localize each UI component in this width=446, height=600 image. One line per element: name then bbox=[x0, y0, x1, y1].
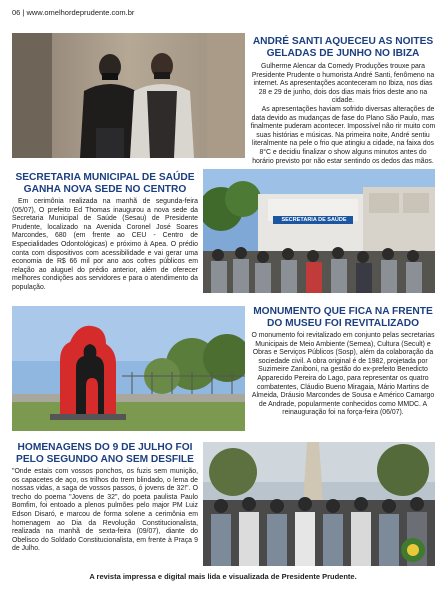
article-1-paragraph: Gulherme Alencar da Comedy Produções trouxe para Presidente Prudente o humorista André Santi, fenômeno na internet. As apresentações aconteceram no Ibiza, nos dias 28 e 29 de junho, dois dos dias mais frios deste ano na cidade. bbox=[251, 63, 435, 105]
monumento-photo bbox=[12, 306, 245, 431]
article-2-title: SECRETARIA MUNICIPAL DE SAÚDE GANHA NOVA SEDE NO CENTRO bbox=[15, 172, 195, 195]
article-2-paragraph: Em cerimônia realizada na manhã de segunda-feira (05/07), O prefeito Ed Thomas inaugurou a nova sede da Secretaria Municipal de Saúde (Sesau) de Presidente Prudente, localizado na Avenida Coronel José Soares Marcondes, 680 (em frente ao CEU - Centro de Especialidades Odontológicas) e próximo à Apea. O prédio conta com dispositivos com acessibilidade e vai gerar uma economia de R$ 66 mil por ano aos cofres públicos em relação ao aluguel do prédio anterior, além de oferecer melhores condições aos servidores e para o atendimento da população. bbox=[12, 198, 198, 291]
article-3-title: MONUMENTO QUE FICA NA FRENTE DO MUSEU FOI REVITALIZADO bbox=[253, 306, 433, 329]
article-4-paragraph: "Onde estais com vossos ponchos, os fuzis sem munição, os capacetes de aço, os trilhos do trem blindado, o lema de nossas vidas, a saga de vossos passos, ó jovens de 32!". O trecho do poema "Jovens de 32", do poeta paulista Paulo Bomfim, foi entoado a plenos pulmões pelo major PM Luiz Edson Disaró, e marcou de forma solene a cerimônia em homenagem ao Dia da Revolução Constitucionalista, realizada na manhã de sexta-feira (09/07), diante do Obelisco do Soldado Constitucionalista, em frente à Praça 9 de Julho. bbox=[12, 468, 198, 553]
secretaria-photo bbox=[203, 169, 435, 293]
secretaria-sign-text: SECRETARIA DE SAÚDE bbox=[281, 217, 347, 223]
andre-santi-photo bbox=[12, 33, 245, 158]
article-4-body bbox=[12, 468, 198, 554]
article-2-body bbox=[12, 198, 198, 293]
article-3-paragraph: O monumento foi revitalizado em conjunto pelas secretarias Municipais de Meio Ambiente (Semea), Cultura (Secult) e Obras e Serviços Públicos (Sosp), além da colaboração da sociedade civil. A obra original é de 1982, projetada por Suzimeire Zaniboni, na gestão do ex-prefeito Benedicto Apparecido Pereira do Lago, para representar os quatro combatentes, Cláudio Bueno Miragaia, Mário Martins de Almeida, Dráusio Marcondes de Sousa e Américo Camargo de Andrade, popularmente conhecidos como MMDC. A reinauguração foi na força-feira (06/07). bbox=[251, 332, 435, 417]
article-1-body bbox=[250, 63, 436, 166]
article-4-title: HOMENAGENS DO 9 DE JULHO FOI PELO SEGUNDO ANO SEM DESFILE bbox=[16, 442, 194, 465]
page-header: 06 | www.omelhordeprudente.com.br bbox=[12, 8, 135, 17]
article-1-title: ANDRÉ SANTI AQUECEU AS NOITES GELADAS DE JUNHO NO IBIZA bbox=[252, 36, 434, 59]
page-footer: A revista impressa e digital mais lida e visualizada de Presidente Prudente. bbox=[89, 572, 357, 581]
article-3-body bbox=[250, 332, 436, 418]
article-1-paragraph: As apresentações haviam sofrido diversas alterações de data devido as mudanças de fase do Plano São Paulo, mas finalmente puderam acontecer. Impossível não rir muito com suas histórias e músicas. Na primeira noite, André sentiu literalmente na pele o frio que atingiu a cidade, na faixa dos 8°C e decidiu finalizar o show alguns minutos antes do horário previsto por não estar sentindo os dedos das mãos. bbox=[250, 105, 436, 165]
homenagens-photo bbox=[203, 442, 435, 566]
